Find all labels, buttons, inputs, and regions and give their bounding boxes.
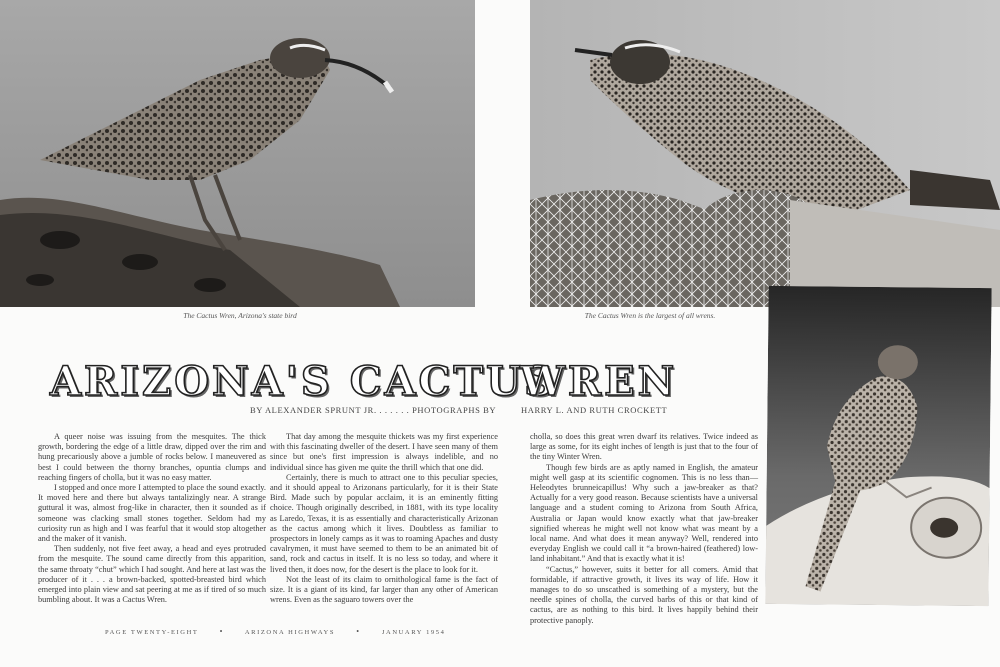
left-photo-cactus-wren-on-log [0, 0, 475, 307]
footer-separator: • [356, 627, 361, 636]
right-photo-cactus-wren-on-cholla [530, 0, 1000, 307]
footer-page-number: PAGE TWENTY-EIGHT [105, 629, 199, 636]
article-column-2 [270, 432, 498, 605]
paragraph: Though few birds are as aptly named in English, the amateur might well gasp at its scientific cognomen. This is no less than—Heleodytes brunneicapillus! Why such a jaw-breaker as that? Actually for a very good reason. Because scientists have a universal language and a student coming to Arizona from South Africa, Australia or Japan would know exactly what that jaw-breaker signified whereas he might well not know what was meant by a local name. And what does it mean anyway? Well, rendered into everyday English we could call it “a brown-haired (feathered) low-land inhabitant.” And that is exactly what it is! [530, 462, 758, 564]
paragraph: “Cactus,” however, suits it better for all comers. Amid that formidable, if attractive growth, it lives its way of life. How it manages to do so unscathed is something of a mystery, but the needle spines of cholla, the curved barbs of this or that kind of cactus, are as nothing to this bird. It lives happily behind their protective panoply. [530, 564, 758, 625]
paragraph: cholla, so does this great wren dwarf its relatives. Twice indeed as large as some, for its eight inches of length is just that to the four of the tiny Winter Wren. [530, 432, 758, 462]
article-column-3 [530, 432, 758, 626]
paragraph: Then suddenly, not five feet away, a head and eyes protruded from the mesquite. The sound came directly from this apparition, the same throaty “chut” which I had sought. And here at last was the producer of it . . . a brown-backed, spotted-breasted bird which emerged into plain view and sat peering at me as if tired of so much bumbling about. It was a Cactus Wren. [38, 544, 266, 605]
article-column-1 [38, 432, 266, 605]
article-title-part1: ARIZONA'S CACTUS [50, 358, 556, 405]
left-photo-caption: The Cactus Wren, Arizona's state bird [183, 311, 297, 320]
footer-magazine: ARIZONA HIGHWAYS [244, 629, 336, 636]
byline-photographers: HARRY L. AND RUTH CROCKETT [521, 405, 668, 415]
paragraph: Certainly, there is much to attract one to this peculiar species, and it should appeal to Arizonans particularly, for it is their State Bird. Made such by popular acclaim, it is an eminently fitting choice. Though originally described, in 1881, with its type locality as Laredo, Texas, it is as essentially and characteristically Arizonan as the cactus among which it lives. Doubtless as familiar to prospectors in lonely camps as it was to roaming Apaches and dusty cavalrymen, it must have seemed to them to be an animated bit of sand, rock and cactus in itself. It is no less so today, and where it lived then, it does now, for the desert is the place to look for it. [270, 472, 498, 574]
footer-issue: JANUARY 1954 [381, 629, 446, 636]
paragraph: I stopped and once more I attempted to place the sound exactly. It moved here and there but always tantalizingly near. A strange guttural it was, almost frog-like in character, then it sounded as if someone was clacking small stones together. Seldom had my curiosity run as high and I was fearful that it would stop altogether and the maker of it vanish. [38, 483, 266, 544]
inset-photo-cactus-wren-perched [765, 286, 991, 606]
paragraph: That day among the mesquite thickets was my first experience with this fascinating dweller of the desert. I have seen many of them since but one's first impression is always indelible, and no individual since has given me quite the thrill which that one did. [270, 432, 498, 472]
paragraph: Not the least of its claim to ornithological fame is the fact of size. It is a giant of its kind, far larger than any other of American wrens. Even as the saguaro towers over the [270, 574, 498, 605]
right-photo-caption: The Cactus Wren is the largest of all wrens. [584, 311, 716, 320]
byline-author: BY ALEXANDER SPRUNT JR. . . . . . . PHOTOGRAPHS BY [250, 405, 497, 415]
page-footer [105, 627, 445, 636]
article-title-part2: WREN [520, 358, 678, 405]
footer-separator: • [219, 627, 224, 636]
paragraph: A queer noise was issuing from the mesquites. The thick growth, bordering the edge of a little draw, dipped over the rim and hung precariously above a jumble of rocks below. I maneuvered as best I could between the thorny branches, opuntia clumps and reaching fingers of cholla, but it was no easy matter. [38, 432, 266, 482]
